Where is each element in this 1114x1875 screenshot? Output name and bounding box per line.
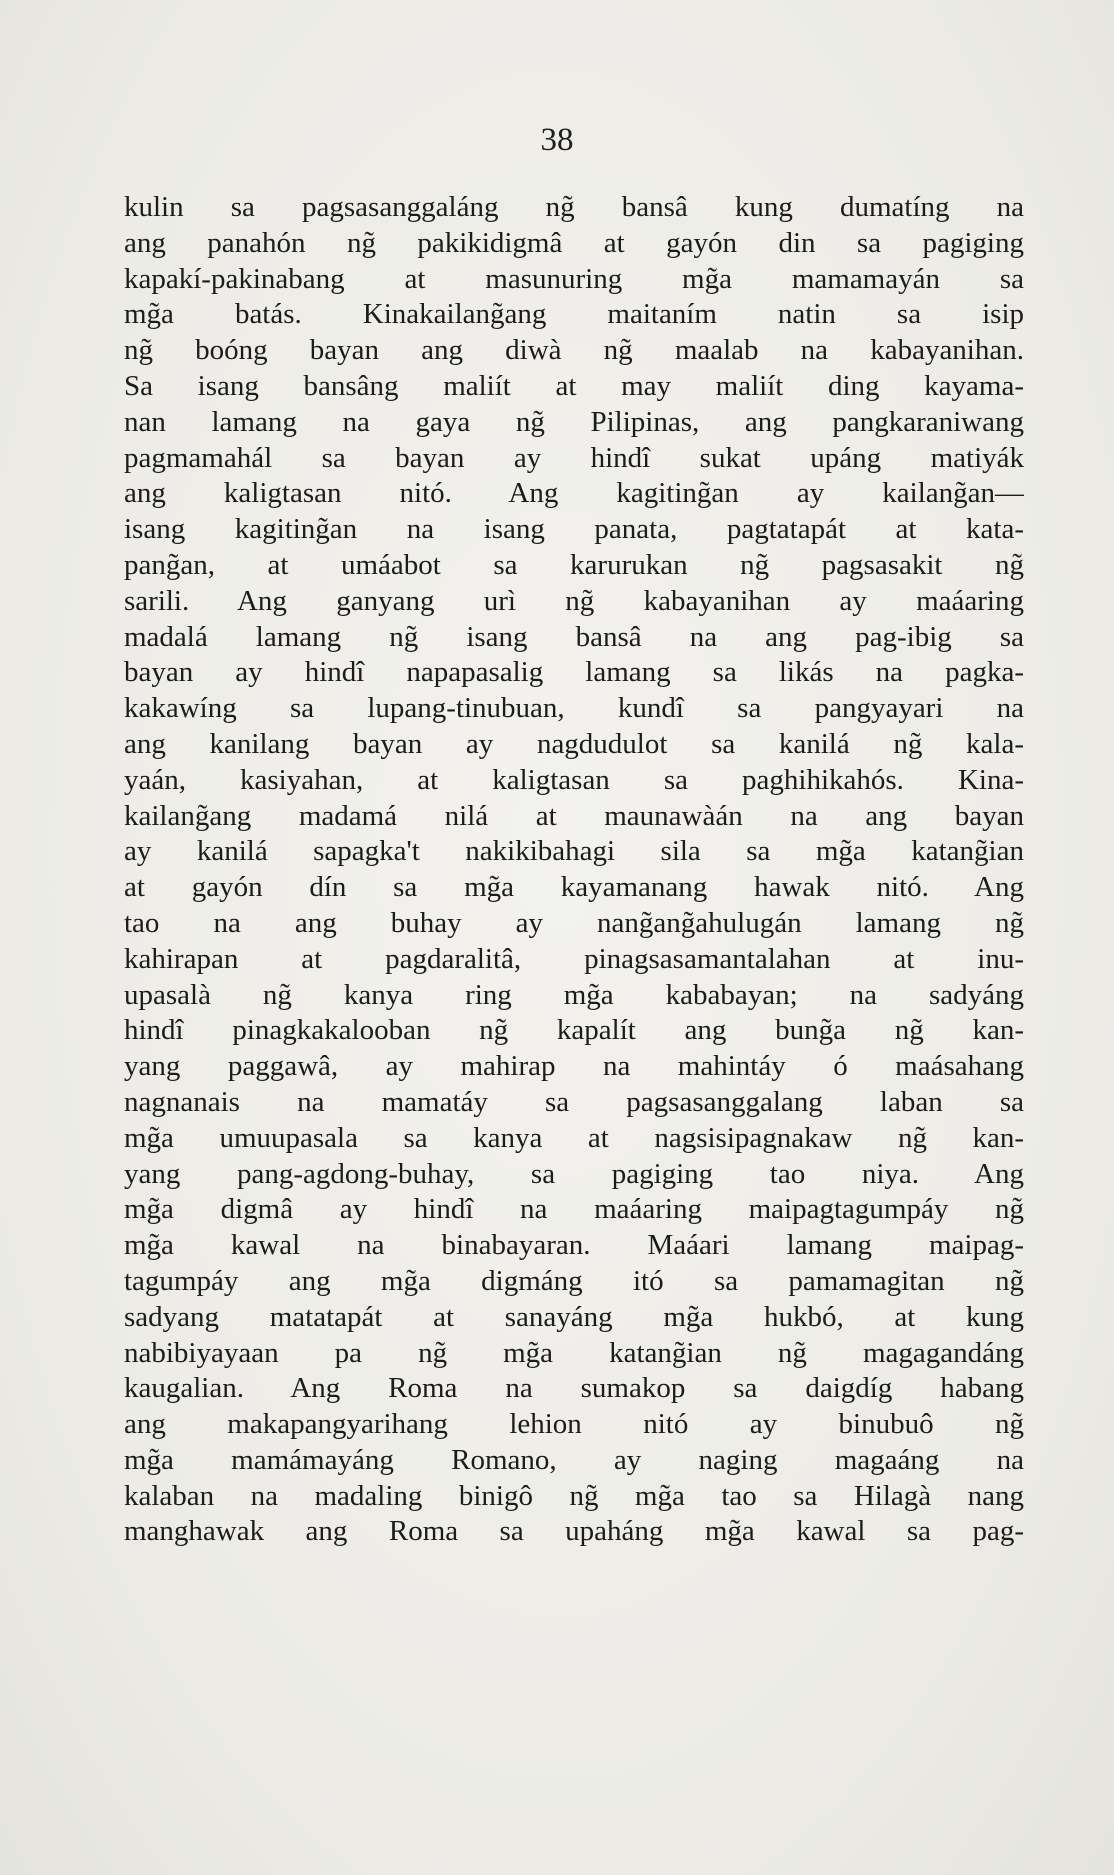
text-line: kahirapan at pagdaralitâ, pinagsasamantalahan at inu- (124, 942, 1024, 975)
text-line: sadyang matatapát at sanayáng mg̃a hukbó, at kung (124, 1300, 1024, 1333)
text-line: nabibiyayaan pa ng̃ mg̃a katang̃ian ng̃ magagandáng (124, 1336, 1024, 1369)
text-line: tagumpáy ang mg̃a digmáng itó sa pamamagitan ng̃ (124, 1264, 1024, 1297)
text-line: yang paggawâ, ay mahirap na mahintáy ó maásahang (124, 1050, 1024, 1083)
text-line: ay kanilá sapagka't nakikibahagi sila sa mg̃a katang̃ian (124, 835, 1024, 868)
text-line: nan lamang na gaya ng̃ Pilipinas, ang pangkaraniwang (124, 405, 1024, 438)
text-line: kakawíng sa lupang-tinubuan, kundî sa pangyayari na (124, 692, 1024, 725)
text-line: hindî pinagkakalooban ng̃ kapalít ang bung̃a ng̃ kan- (124, 1014, 1024, 1047)
text-line: bayan ay hindî napapasalig lamang sa likás na pagka- (124, 656, 1024, 689)
text-line: kailang̃ang madamá nilá at maunawàán na ang bayan (124, 799, 1024, 832)
text-line: upasalà ng̃ kanya ring mg̃a kababayan; na sadyáng (124, 978, 1024, 1011)
text-line: kapakí-pakinabang at masunuring mg̃a mamamayán sa (124, 262, 1024, 295)
page-number: 38 (540, 122, 574, 158)
text-line: kalaban na madaling binigô ng̃ mg̃a tao sa Hilagà nang (124, 1479, 1024, 1512)
text-line: at gayón dín sa mg̃a kayamanang hawak nitó. Ang (124, 871, 1024, 904)
text-line: yaán, kasiyahan, at kaligtasan sa paghihikahós. Kina- (124, 763, 1024, 796)
text-line: Sa isang bansâng maliít at may maliít ding kayama- (124, 369, 1024, 402)
text-line: ang makapangyarihang lehion nitó ay binubuô ng̃ (124, 1408, 1024, 1441)
text-line: nagnanais na mamatáy sa pagsasanggalang laban sa (124, 1085, 1024, 1118)
text-line: pagmamahál sa bayan ay hindî sukat upáng matiyák (124, 441, 1024, 474)
body-text (124, 190, 1024, 1550)
text-line: mg̃a digmâ ay hindî na maáaring maipagtagumpáy ng̃ (124, 1193, 1024, 1226)
text-line: mg̃a umuupasala sa kanya at nagsisipagnakaw ng̃ kan- (124, 1121, 1024, 1154)
text-line: tao na ang buhay ay nang̃ang̃ahulugán lamang ng̃ (124, 906, 1024, 939)
text-line: ang panahón ng̃ pakikidigmâ at gayón din sa pagiging (124, 226, 1024, 259)
text-line: isang kagiting̃an na isang panata, pagtatapát at kata- (124, 513, 1024, 546)
text-line: pang̃an, at umáabot sa karurukan ng̃ pagsasakit ng̃ (124, 548, 1024, 581)
text-line: mg̃a batás. Kinakailang̃ang maitaním natin sa isip (124, 298, 1024, 331)
text-line: sarili. Ang ganyang urì ng̃ kabayanihan ay maáaring (124, 584, 1024, 617)
text-line: mg̃a mamámayáng Romano, ay naging magaáng na (124, 1443, 1024, 1476)
text-line: mg̃a kawal na binabayaran. Maáari lamang maipag- (124, 1229, 1024, 1262)
text-line: kulin sa pagsasanggaláng ng̃ bansâ kung dumatíng na (124, 191, 1024, 223)
text-line: yang pang-agdong-buhay, sa pagiging tao niya. Ang (124, 1157, 1024, 1190)
text-line: ang kaligtasan nitó. Ang kagiting̃an ay kailang̃an— (124, 477, 1024, 510)
text-line: ang kanilang bayan ay nagdudulot sa kanilá ng̃ kala- (124, 727, 1024, 760)
text-line: kaugalian. Ang Roma na sumakop sa daigdíg habang (124, 1372, 1024, 1405)
text-line: madalá lamang ng̃ isang bansâ na ang pag-ibig sa (124, 620, 1024, 653)
text-line: ng̃ boóng bayan ang diwà ng̃ maalab na kabayanihan. (124, 334, 1024, 367)
text-line: manghawak ang Roma sa upaháng mg̃a kawal sa pag- (124, 1515, 1024, 1548)
